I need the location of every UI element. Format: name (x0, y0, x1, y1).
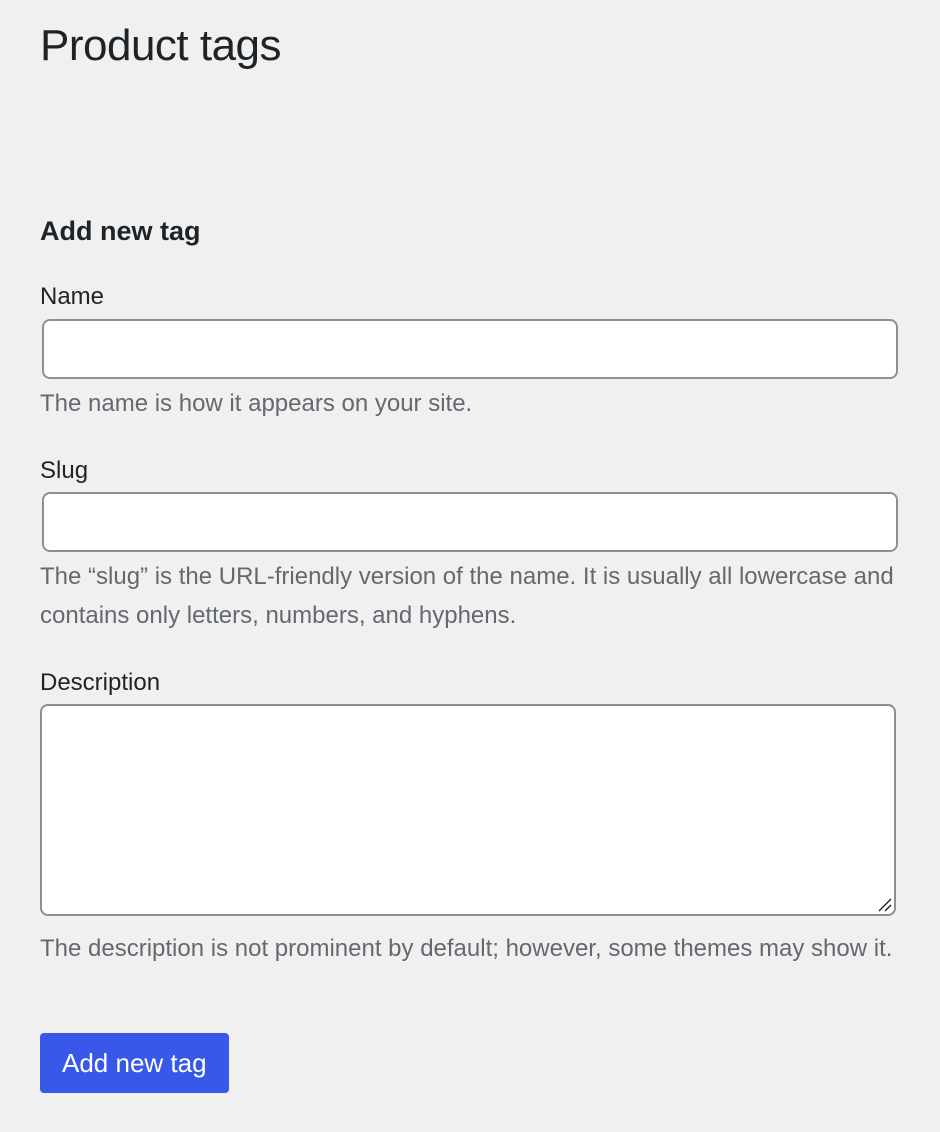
name-input[interactable] (42, 319, 898, 379)
add-new-tag-button[interactable]: Add new tag (40, 1033, 229, 1093)
resize-grip-icon[interactable] (876, 896, 892, 912)
description-field-wrapper (40, 704, 896, 916)
slug-help-text: The “slug” is the URL-friendly version of the name. It is usually all lowercase and contains only letters, numbers, and hyphens. (40, 563, 894, 629)
description-textarea[interactable] (40, 704, 896, 916)
slug-label: Slug (40, 457, 89, 484)
description-label: Description (40, 669, 161, 696)
page-title: Product tags (40, 21, 282, 70)
form-heading: Add new tag (40, 216, 201, 246)
name-help-text: The name is how it appears on your site. (40, 390, 473, 417)
slug-input[interactable] (42, 492, 898, 552)
name-label: Name (40, 283, 105, 310)
description-help-text: The description is not prominent by default; however, some themes may show it. (40, 935, 893, 962)
